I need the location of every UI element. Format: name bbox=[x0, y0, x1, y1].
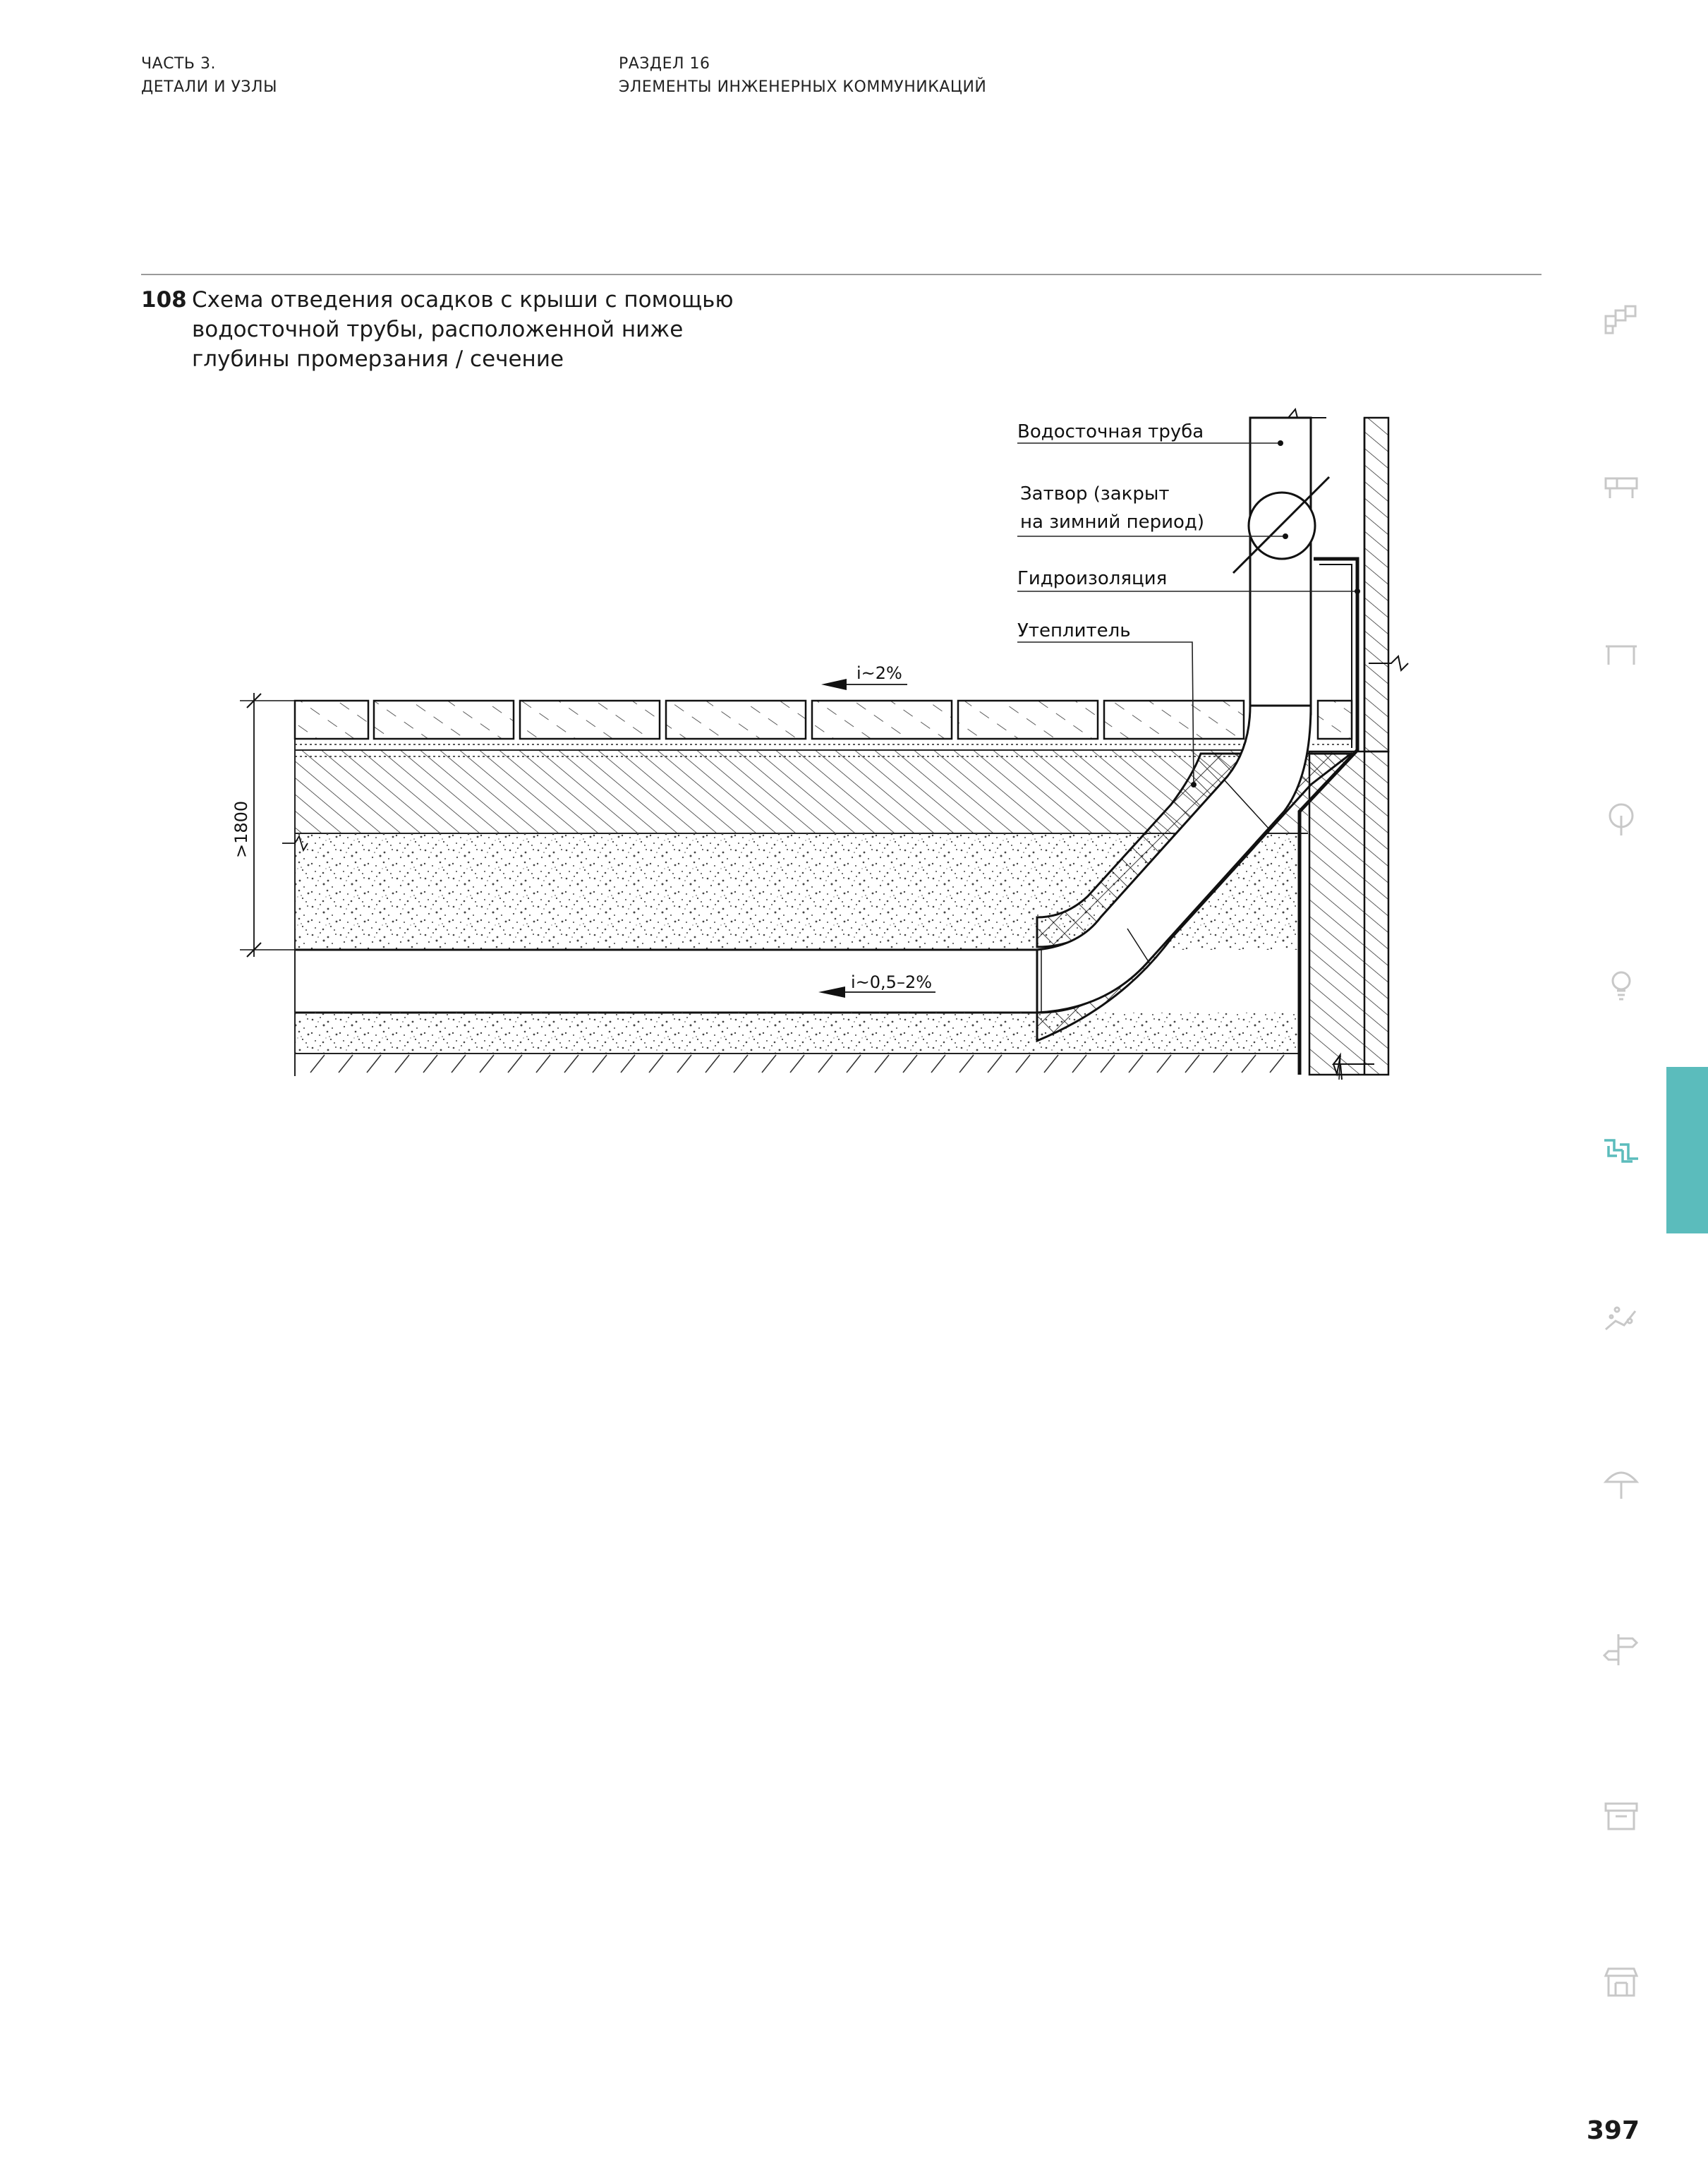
label-waterproofing: Гидроизоляция bbox=[1017, 568, 1168, 589]
signpost-icon[interactable] bbox=[1601, 1630, 1641, 1670]
building-wall bbox=[1364, 418, 1388, 751]
box-icon[interactable] bbox=[1601, 1797, 1641, 1836]
slope-surface-label: i~2% bbox=[856, 663, 902, 683]
figure-number: 108 bbox=[141, 287, 187, 313]
ground-hatch bbox=[310, 1055, 1284, 1073]
header-section-line1: РАЗДЕЛ 16 bbox=[619, 55, 710, 73]
depth-dim-label: >1800 bbox=[231, 800, 251, 858]
slope-arrow-surface bbox=[821, 663, 907, 690]
foundation-wall bbox=[1309, 751, 1388, 1075]
table-icon[interactable] bbox=[1601, 634, 1641, 673]
active-section-tab[interactable] bbox=[1666, 1067, 1708, 1233]
header-part-line1: ЧАСТЬ 3. bbox=[141, 55, 217, 73]
bench-icon[interactable] bbox=[1601, 467, 1641, 507]
lightbulb-icon[interactable] bbox=[1601, 967, 1641, 1006]
sand-layer-lower bbox=[295, 1013, 1300, 1054]
header-section-line2: ЭЛЕМЕНТЫ ИНЖЕНЕРНЫХ КОММУНИКАЦИЙ bbox=[619, 78, 987, 96]
label-downpipe: Водосточная труба bbox=[1017, 421, 1204, 442]
plants-icon[interactable] bbox=[1601, 1297, 1641, 1336]
blocks-icon[interactable] bbox=[1601, 301, 1641, 340]
label-valve-line1: Затвор (закрыт bbox=[1020, 483, 1170, 505]
label-insulation: Утеплитель bbox=[1017, 620, 1131, 641]
header-part-line2: ДЕТАЛИ И УЗЛЫ bbox=[141, 78, 277, 96]
pipes-icon[interactable] bbox=[1601, 1130, 1641, 1170]
umbrella-icon[interactable] bbox=[1601, 1463, 1641, 1503]
kiosk-icon[interactable] bbox=[1601, 1963, 1641, 2003]
downpipe-vertical bbox=[1250, 418, 1311, 714]
figure-title-line3: глубины промерзания / сечение bbox=[192, 346, 564, 372]
page-number: 397 bbox=[1586, 2116, 1640, 2145]
figure-title-line2: водосточной трубы, расположенной ниже bbox=[192, 317, 684, 342]
slope-pipe-label: i~0,5–2% bbox=[851, 972, 933, 992]
tree-icon[interactable] bbox=[1601, 800, 1641, 840]
label-valve-line2: на зимний период) bbox=[1020, 512, 1205, 533]
figure-title-line1: Схема отведения осадков с крыши с помощью bbox=[192, 287, 734, 313]
